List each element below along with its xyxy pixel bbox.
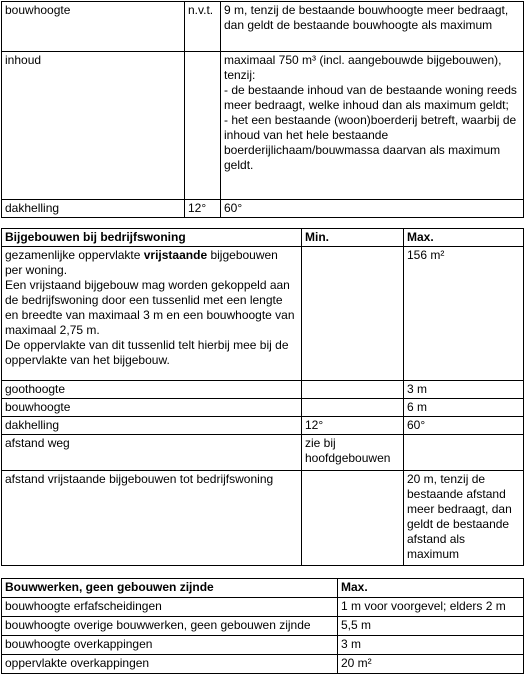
header-label: Bijgebouwen bij bedrijfswoning xyxy=(2,229,302,247)
table-row xyxy=(2,381,524,399)
header-label: Bouwwerken, geen gebouwen zijnde xyxy=(2,579,338,598)
row-label: bouwhoogte overige bouwwerken, geen gebouwen zijnde xyxy=(2,617,338,636)
row-min: n.v.t. xyxy=(185,2,221,52)
table-row xyxy=(2,598,524,617)
row-value: 9 m, tenzij de bestaande bouwhoogte meer bedraagt, dan geldt de bestaande bouwhoogte als maximum xyxy=(221,2,524,52)
table-row xyxy=(2,2,524,52)
row-value: 60° xyxy=(221,200,524,218)
row-max: 20 m² xyxy=(338,655,524,674)
row-label: dakhelling xyxy=(2,200,185,218)
table-row xyxy=(2,200,524,218)
table-row xyxy=(2,247,524,381)
row-min: zie bij hoofdgebouwen xyxy=(302,435,404,471)
row-label: dakhelling xyxy=(2,417,302,435)
row-min: 12° xyxy=(185,200,221,218)
outbuildings-table xyxy=(1,228,524,566)
row-label: inhoud xyxy=(2,52,185,200)
row-max: 1 m voor voorgevel; elders 2 m xyxy=(338,598,524,617)
row-label: oppervlakte overkappingen xyxy=(2,655,338,674)
row-label xyxy=(2,247,302,381)
connector-area-rule: De oppervlakte van dit tussenlid telt hierbij mee bij de oppervlakte van het bijgebouw. xyxy=(5,338,289,367)
area-description xyxy=(5,248,298,278)
header-max: Max. xyxy=(338,579,524,598)
text-suffix: bijgebouwen per woning. xyxy=(5,248,278,277)
bold-term: vrijstaande xyxy=(143,248,208,262)
table-header-row xyxy=(2,579,524,598)
header-max: Max. xyxy=(404,229,524,247)
row-max xyxy=(404,435,524,471)
row-max: 156 m² xyxy=(404,247,524,381)
structures-table xyxy=(1,578,524,674)
table-row xyxy=(2,417,524,435)
row-label: bouwhoogte xyxy=(2,399,302,417)
row-max: 60° xyxy=(404,417,524,435)
table-header-row xyxy=(2,229,524,247)
row-min xyxy=(302,399,404,417)
connector-rule: Een vrijstaand bijgebouw mag worden gekoppeld aan de bedrijfswoning door een tussenlid met een lengte en breedte van maximaal 3 m en een bouwhoogte van maximaal 2,75 m. xyxy=(5,278,295,337)
row-min: 12° xyxy=(302,417,404,435)
row-max: 20 m, tenzij de bestaande afstand meer bedraagt, dan geldt de bestaande afstand als maximum xyxy=(404,471,524,566)
row-min xyxy=(185,52,221,200)
row-label: afstand vrijstaande bijgebouwen tot bedrijfswoning xyxy=(2,471,302,566)
table-row xyxy=(2,52,524,200)
row-max: 3 m xyxy=(338,636,524,655)
header-min: Min. xyxy=(302,229,404,247)
row-value xyxy=(221,52,524,200)
row-max: 3 m xyxy=(404,381,524,399)
row-label: bouwhoogte overkappingen xyxy=(2,636,338,655)
row-label: goothoogte xyxy=(2,381,302,399)
table-row xyxy=(2,617,524,636)
table-row xyxy=(2,636,524,655)
value-line: maximaal 750 m³ (incl. aangebouwde bijgebouwen), tenzij: xyxy=(224,53,502,82)
table-row xyxy=(2,655,524,674)
row-label: afstand weg xyxy=(2,435,302,471)
table-row xyxy=(2,471,524,566)
row-min xyxy=(302,247,404,381)
row-min xyxy=(302,471,404,566)
row-min xyxy=(302,381,404,399)
main-building-table xyxy=(1,1,524,218)
row-max: 5,5 m xyxy=(338,617,524,636)
text-prefix: gezamenlijke oppervlakte xyxy=(5,248,144,262)
value-line: - het een bestaande (woon)boerderij betreft, waarbij de inhoud van het hele bestaande boerderijlichaam/bouwmassa daarvan als maximum geldt. xyxy=(224,113,517,172)
table-row xyxy=(2,435,524,471)
row-label: bouwhoogte xyxy=(2,2,185,52)
table-row xyxy=(2,399,524,417)
row-label: bouwhoogte erfafscheidingen xyxy=(2,598,338,617)
row-max: 6 m xyxy=(404,399,524,417)
value-line: - de bestaande inhoud van de bestaande woning reeds meer bedraagt, welke inhoud dan als maximum geldt; xyxy=(224,83,517,112)
